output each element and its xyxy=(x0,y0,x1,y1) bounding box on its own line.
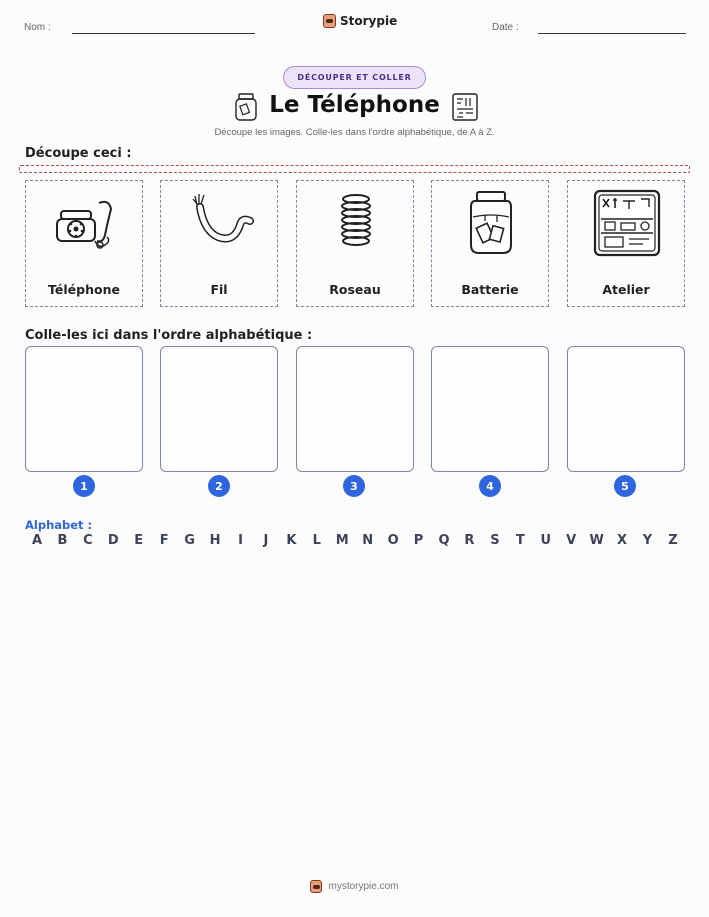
alphabet-letter: J xyxy=(263,533,269,548)
alphabet-letter: X xyxy=(617,533,628,548)
alphabet-letter: D xyxy=(107,533,119,548)
footer xyxy=(0,880,709,893)
paste-box-1[interactable] xyxy=(25,346,143,472)
alphabet-letter: Y xyxy=(642,533,653,548)
alphabet-letter: U xyxy=(540,533,552,548)
alphabet-letter: B xyxy=(57,533,68,548)
paste-section-label: Colle-les ici dans l'ordre alphabétique : xyxy=(25,328,313,343)
card-label-atelier: Atelier xyxy=(602,282,650,297)
paste-box-4[interactable] xyxy=(431,346,549,472)
paste-box-2[interactable] xyxy=(160,346,278,472)
alphabet-letter: O xyxy=(387,533,399,548)
cut-section-label: Découpe ceci : xyxy=(25,146,132,161)
cut-card-fil[interactable] xyxy=(160,180,278,307)
alphabet-letter: K xyxy=(286,533,297,548)
number-badge: 5 xyxy=(614,475,636,497)
brand xyxy=(323,14,397,28)
alphabet-letter: T xyxy=(515,533,525,548)
alphabet-letter: A xyxy=(31,533,43,548)
cut-line xyxy=(19,165,690,173)
alphabet-letter: F xyxy=(159,533,169,548)
activity-tag: DÉCOUPER ET COLLER xyxy=(283,66,426,89)
card-label-roseau: Roseau xyxy=(329,282,381,297)
number-badge: 1 xyxy=(73,475,95,497)
date-field-line[interactable] xyxy=(538,33,686,34)
footer-url[interactable]: mystorypie.com xyxy=(328,881,399,892)
cut-card-atelier[interactable] xyxy=(567,180,685,307)
number-badge: 3 xyxy=(343,475,365,497)
alphabet-letter: Z xyxy=(668,533,678,548)
name-label: Nom : xyxy=(24,22,51,33)
workshop-icon xyxy=(451,92,479,122)
alphabet-letter: R xyxy=(464,533,475,548)
spring-icon xyxy=(322,189,390,257)
telephone-icon xyxy=(51,189,119,257)
alphabet-letter: L xyxy=(312,533,321,548)
alphabet-letter: S xyxy=(490,533,500,548)
storypie-logo-icon xyxy=(310,880,322,893)
page-title: Le Téléphone xyxy=(269,92,440,118)
wire-icon xyxy=(186,189,254,257)
storypie-logo-icon xyxy=(323,14,336,28)
number-badge: 4 xyxy=(479,475,501,497)
alphabet-label: Alphabet : xyxy=(25,518,93,532)
alphabet-letter: E xyxy=(134,533,144,548)
alphabet-row xyxy=(25,533,685,548)
brand-name: Storypie xyxy=(340,14,398,28)
alphabet-letter: V xyxy=(566,533,577,548)
card-label-batterie: Batterie xyxy=(461,282,519,297)
alphabet-letter: Q xyxy=(438,533,450,548)
alphabet-letter: H xyxy=(209,533,221,548)
alphabet-letter: N xyxy=(362,533,374,548)
date-label: Date : xyxy=(492,22,519,33)
paste-box-5[interactable] xyxy=(567,346,685,472)
alphabet-letter: I xyxy=(238,533,243,548)
number-badge: 2 xyxy=(208,475,230,497)
alphabet-letter: G xyxy=(184,533,195,548)
alphabet-letter: C xyxy=(83,533,93,548)
name-field-line[interactable] xyxy=(72,33,255,34)
instructions: Découpe les images. Colle-les dans l'ordre alphabétique, de A à Z. xyxy=(214,127,495,138)
jar-battery-icon xyxy=(457,189,525,257)
cut-card-batterie[interactable] xyxy=(431,180,549,307)
alphabet-letter: P xyxy=(413,533,424,548)
alphabet-letter: W xyxy=(589,533,604,548)
cut-card-roseau[interactable] xyxy=(296,180,414,307)
workshop-icon xyxy=(593,189,661,257)
paste-box-3[interactable] xyxy=(296,346,414,472)
card-label-telephone: Téléphone xyxy=(48,282,120,297)
cut-card-telephone[interactable] xyxy=(25,180,143,307)
card-label-fil: Fil xyxy=(210,282,228,297)
alphabet-letter: M xyxy=(335,533,349,548)
